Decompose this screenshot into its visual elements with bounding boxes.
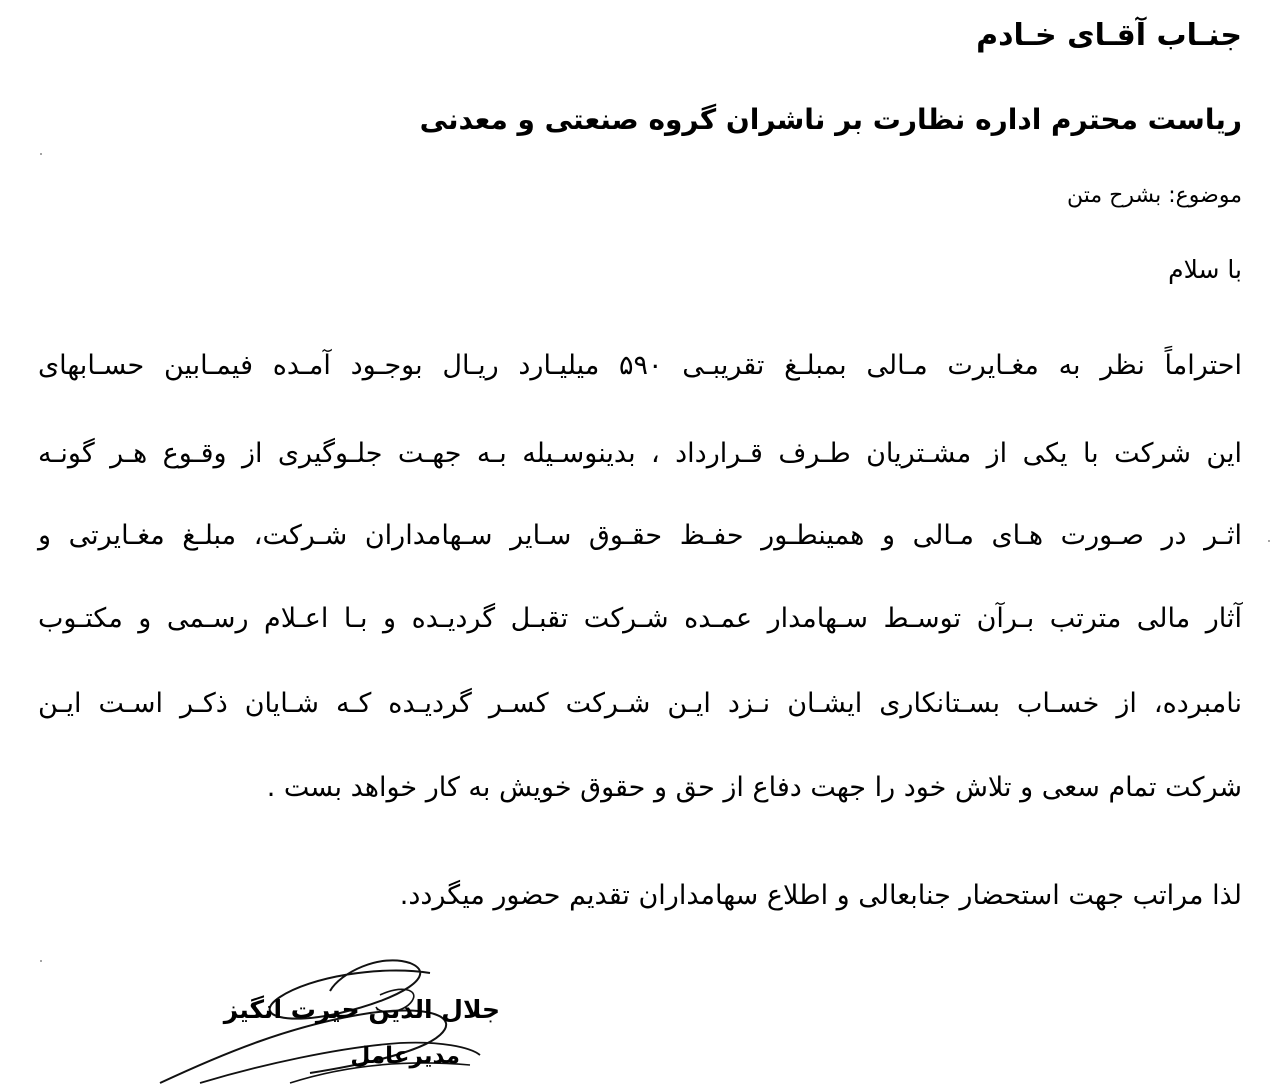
body-line-6: شرکت تمام سعی و تلاش خود را جهت دفاع از حق و حقوق خویش به کار خواهد بست .	[266, 772, 1242, 803]
signatory-name: جلال الدین حیرت انگیز	[223, 995, 500, 1024]
signatory-role: مدیرعامل	[350, 1043, 460, 1069]
body-line-4: آثار مالی مترتب بـرآن توسـط سـهامدار عمـده شـرکت تقبـل گردیـده و بـا اعـلام رسـمی و مکتـوب	[38, 603, 1242, 634]
scan-speck	[40, 960, 42, 962]
greeting: با سلام	[1168, 255, 1242, 284]
body-line-1: احتراماً نظر به مغـایرت مـالی بمبلـغ تقریبـی ۵۹۰ میلیـارد ریـال بوجـود آمـده فیمـابین حسـابهای	[38, 350, 1242, 381]
scan-speck	[1268, 540, 1270, 542]
scan-speck	[40, 153, 42, 155]
recipient-name: جنـاب آقـای خـادم	[976, 18, 1242, 53]
recipient-title: ریاست محترم اداره نظارت بر ناشران گروه صنعتی و معدنی	[419, 103, 1242, 136]
subject-line: موضوع: بشرح متن	[1067, 183, 1242, 208]
body-line-3: اثـر در صـورت هـای مـالی و همینطـور حفـظ حقـوق سـایر سـهامداران شـرکت، مبلـغ مغـایرتی و	[38, 520, 1242, 551]
body-line-5: نامبرده، از خسـاب بسـتانکاری ایشـان نـزد ایـن شـرکت کسـر گردیـده کـه شـایان ذکـر اسـت ایـن	[38, 688, 1242, 719]
signature-block	[140, 955, 540, 1085]
closing-line: لذا مراتب جهت استحضار جنابعالی و اطلاع سهامداران تقدیم حضور میگردد.	[399, 880, 1242, 911]
body-line-2: این شرکت با یکی از مشـتریان طـرف قـرارداد ، بدینوسـیله بـه جهـت جلـوگیری از وقـوع هـر گونـه	[38, 438, 1242, 469]
